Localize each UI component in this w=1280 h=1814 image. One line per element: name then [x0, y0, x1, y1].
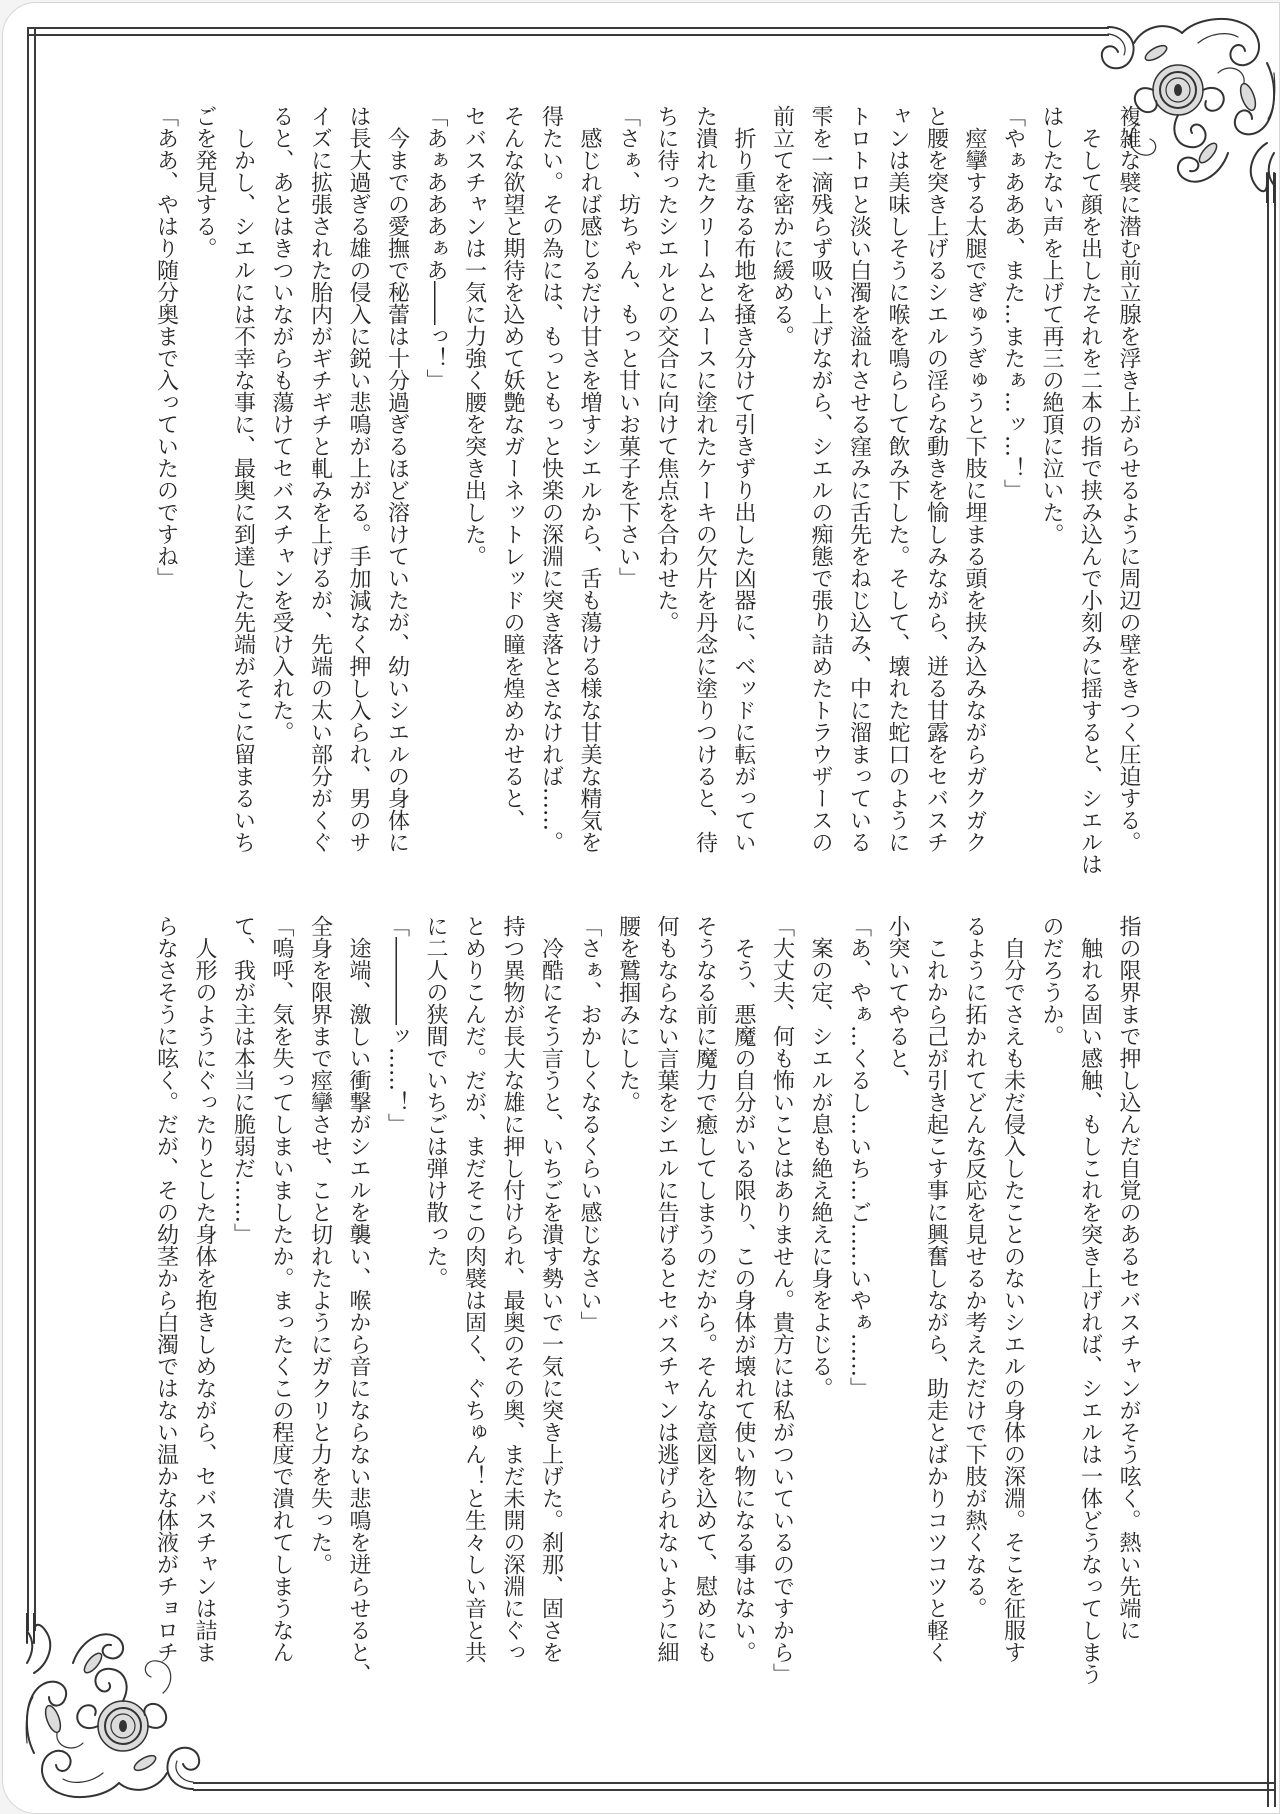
frame-top-line-inner [27, 34, 1109, 36]
text-column: 今までの愛撫で秘蕾は十分過ぎるほど溶けていたが、幼いシエルの身体に [384, 105, 410, 853]
text-column: 雫を一滴残らず吸い上げながら、シエルの痴態で張り詰めたトラウザースの [808, 105, 833, 853]
frame-bottom-line-inner [193, 1789, 1276, 1791]
text-column: らなさそうに呟く。だが、その幼茎から白濁ではない温かな体液がチョロチ [153, 915, 179, 1663]
text-column: のだろうか。 [1039, 915, 1064, 1047]
text-column: 案の定、シエルが息も絶え絶えに身をよじる。 [808, 915, 833, 1399]
text-column: 「あぁあああぁあ――っ！」 [423, 105, 448, 391]
upper-text-block [146, 105, 1147, 885]
text-column: 「ああ、やはり随分奥まで入っていたのですね」 [153, 105, 179, 589]
text-column: て、我が主は本当に脆弱だ……」 [230, 915, 256, 1245]
lower-text-block [146, 915, 1147, 1695]
text-column: 持つ異物が長大な雄に押し付けられ、最奥のその奥、まだ未開の深淵にぐっ [500, 915, 525, 1663]
text-column: 自分でさえも未だ侵入したことのないシエルの身体の深淵。そこを征服す [1000, 915, 1026, 1663]
text-column: 何もならない言葉をシエルに告げるとセバスチャンは逃げられないように細 [654, 915, 679, 1663]
text-column: 複雑な襞に潜む前立腺を浮き上がらせるように周辺の壁をきつく圧迫する。 [1116, 105, 1141, 853]
text-column: 触れる固い感触、もしこれを突き上げれば、シエルは一体どうなってしまう [1077, 915, 1103, 1685]
text-column: に二人の狭間でいちごは弾け散った。 [423, 915, 448, 1289]
text-column: 「大丈夫、何も怖いことはありません。貴方には私がついているのですから」 [769, 915, 795, 1685]
text-column: 前立てを密かに緩める。 [769, 105, 795, 347]
text-column: 「あ、やぁ…くるし…いち…ご……いやぁ……」 [846, 915, 872, 1399]
text-column: ちに待ったシエルとの交合に向けて焦点を合わせた。 [654, 105, 679, 633]
text-column: セバスチャンは一気に力強く腰を突き出した。 [461, 105, 487, 567]
text-column: 人形のようにぐったりとした身体を抱きしめながら、セバスチャンは詰ま [192, 915, 217, 1663]
text-column: 途端、激しい衝撃がシエルを襲い、喉から音にならない悲鳴を迸らせると、 [346, 915, 371, 1685]
text-column: 冷酷にそう言うと、いちごを潰す勢いで一気に突き上げた。刹那、固さを [538, 915, 564, 1663]
text-column: とめりこんだ。だが、まだそこの肉襞は固く、ぐちゅん！と生々しい音と共 [461, 915, 487, 1663]
frame-top-line-outer [27, 27, 1109, 29]
text-column: ャンは美味しそうに喉を鳴らして飲み下した。そして、壊れた蛇口のように [885, 105, 910, 853]
text-column: 「――――ッ……！」 [384, 915, 410, 1135]
text-column: トロトロと淡い白濁を溢れさせる窪みに舌先をねじ込み、中に溜まっている [846, 105, 872, 853]
text-column: 「やぁあああ、また…またぁ…ッ…！」 [1000, 105, 1026, 501]
book-page [2, 2, 1280, 1814]
frame-right-line-outer [1267, 173, 1269, 1807]
text-column: 感じれば感じるだけ甘さを増すシエルから、舌も蕩ける様な甘美な精気を [577, 105, 602, 853]
text-column: と腰を突き上げるシエルの淫らな動きを愉しみながら、迸る甘露をセバスチ [923, 105, 949, 853]
text-column: 指の限界まで押し込んだ自覚のあるセバスチャンがそう呟く。熱い先端に [1116, 915, 1141, 1641]
text-column: るように拓かれてどんな反応を見せるか考えただけで下肢が熱くなる。 [962, 915, 987, 1619]
frame-left-line-inner [34, 27, 36, 1631]
text-column: 腰を鷲掴みにした。 [615, 915, 641, 1113]
text-column: た潰れたクリームとムースに塗れたケーキの欠片を丹念に塗りつけると、待 [692, 105, 718, 853]
text-column: はしたない声を上げて再三の絶頂に泣いた。 [1039, 105, 1064, 545]
text-column: 小突いてやると、 [885, 915, 910, 1091]
frame-right-line-inner [1274, 173, 1276, 1807]
text-column: ごを発見する。 [192, 105, 217, 259]
text-column: ると、あとはきついながらも蕩けてセバスチャンを受け入れた。 [269, 105, 294, 743]
text-column: 得たい。その為には、もっともっと快楽の深淵に突き落とさなければ……。 [538, 105, 564, 853]
text-column: そう、悪魔の自分がいる限り、この身体が壊れて使い物になる事はない。 [731, 915, 756, 1663]
text-column: これから己が引き起こす事に興奮しながら、助走とばかりコツコツと軽く [923, 915, 949, 1663]
text-column: 全身を限界まで痙攣させ、こと切れたようにガクリと力を失った。 [307, 915, 333, 1575]
text-column: イズに拡張された胎内がギチギチと軋みを上げるが、先端の太い部分がくぐ [307, 105, 333, 853]
text-column: そして顔を出したそれを二本の指で挟み込んで小刻みに揺すると、シエルは [1077, 105, 1103, 875]
text-column: しかし、シエルには不幸な事に、最奥に到達した先端がそこに留まるいち [230, 105, 256, 853]
text-column: は長大過ぎる雄の侵入に鋭い悲鳴が上がる。手加減なく押し入られ、男のサ [346, 105, 371, 853]
text-column: そうなる前に魔力で癒してしまうのだから。そんな意図を込めて、慰めにも [692, 915, 718, 1663]
text-column: 「さぁ、おかしくなるくらい感じなさい」 [577, 915, 602, 1333]
text-column: 痙攣する太腿でぎゅうぎゅうと下肢に埋まる頭を挟み込みながらガクガク [962, 105, 987, 853]
text-column: 「嗚呼、気を失ってしまいましたか。まったくこの程度で潰れてしまうなん [269, 915, 294, 1663]
text-column: 折り重なる布地を掻き分けて引きずり出した凶器に、ベッドに転がってい [731, 105, 756, 853]
frame-bottom-line-outer [193, 1782, 1276, 1784]
text-column: そんな欲望と期待を込めて妖艶なガーネットレッドの瞳を煌めかせると、 [500, 105, 525, 831]
frame-left-line-outer [27, 27, 29, 1631]
text-column: 「さぁ、坊ちゃん、もっと甘いお菓子を下さい」 [615, 105, 641, 589]
